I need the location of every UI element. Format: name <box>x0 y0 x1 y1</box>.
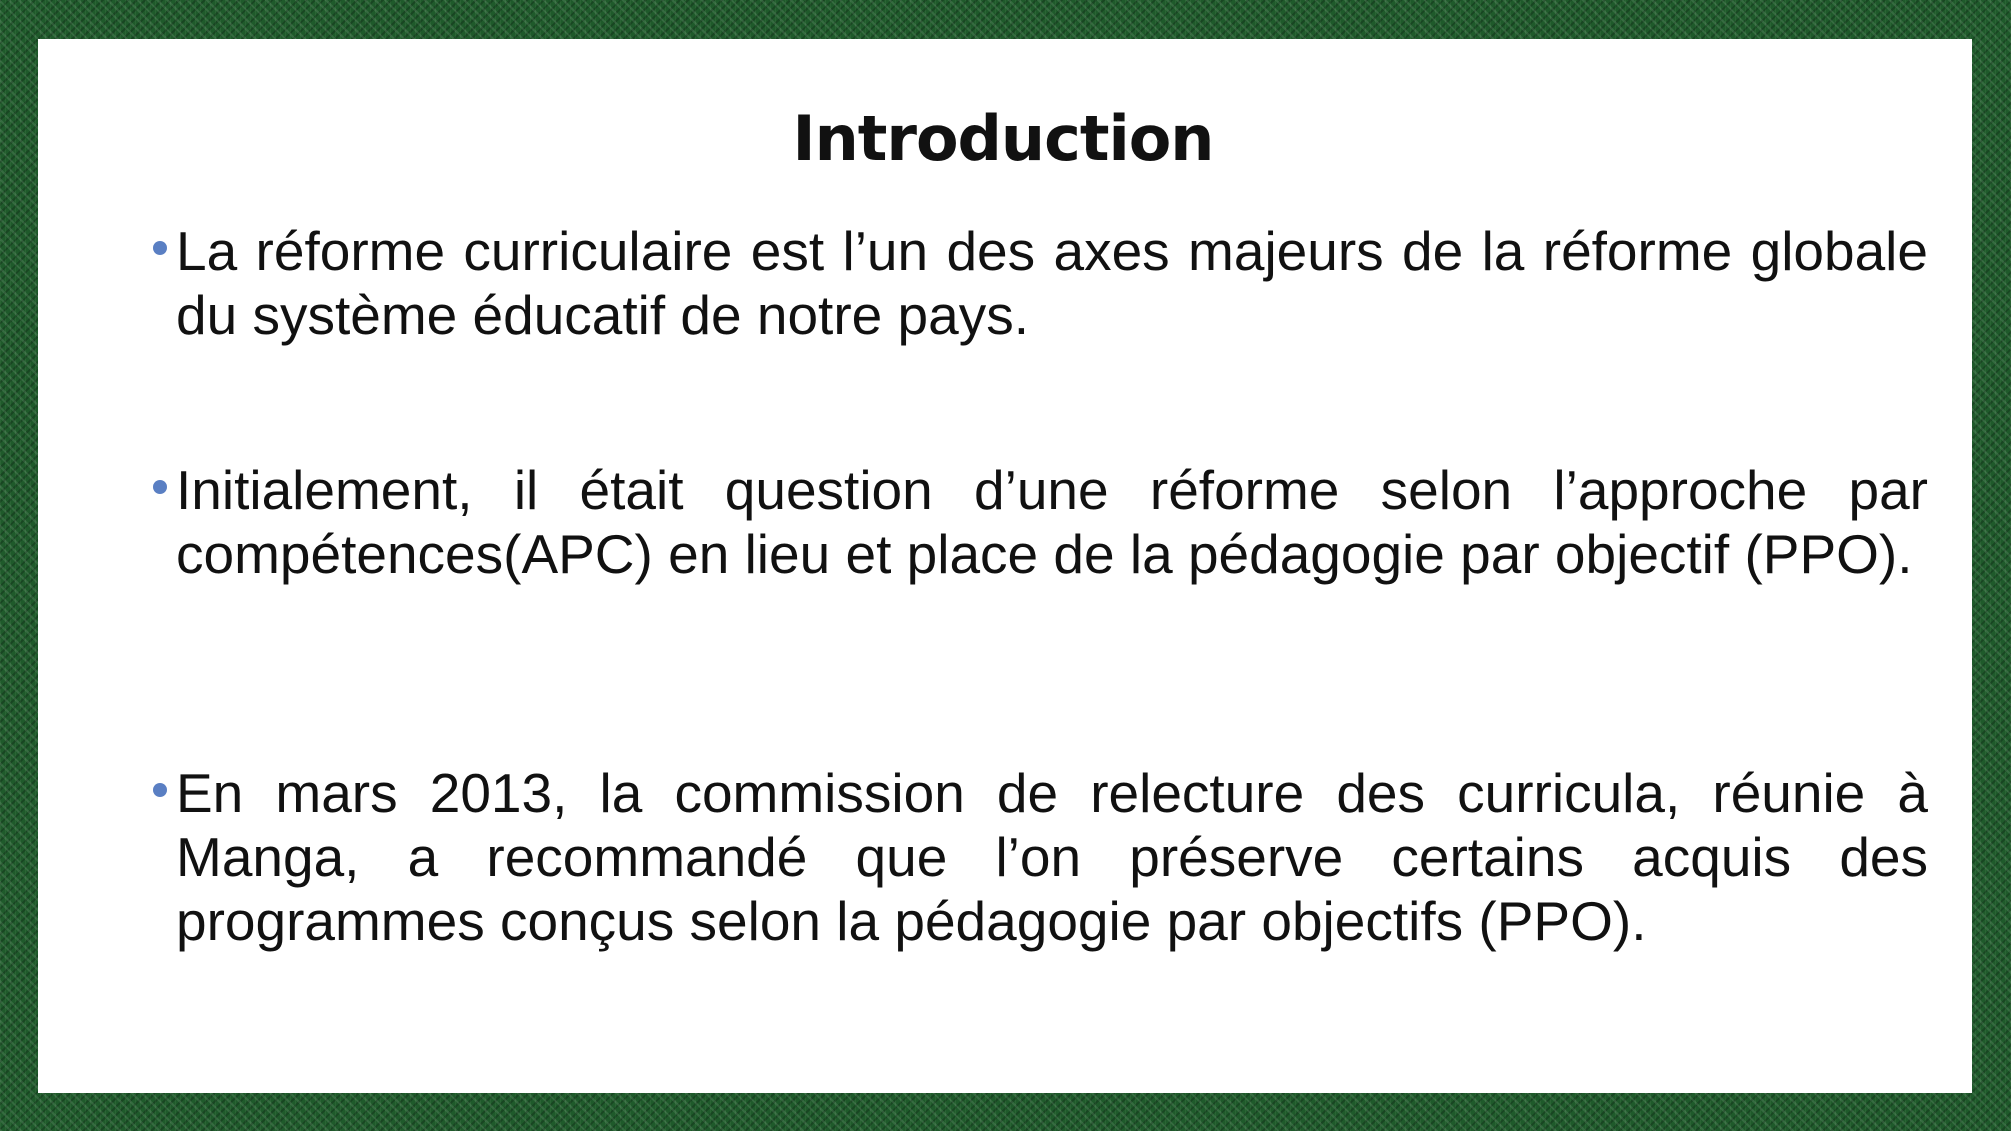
slide-title: Introduction <box>792 102 1214 175</box>
bullet-dot-icon <box>153 241 167 255</box>
bullet-text: Initialement, il était question d’une réforme selon l’approche par compétences(APC) en lieu et place de la pédagogie par objectif (PPO). <box>176 459 1928 585</box>
bullet-text: En mars 2013, la commission de relecture des curricula, réunie à Manga, a recommandé que l’on préserve certains acquis des programmes conçus selon la pédagogie par objectifs (PPO). <box>176 762 1928 952</box>
bullet-dot-icon <box>153 480 167 494</box>
bullet-dot-icon <box>153 783 167 797</box>
slide <box>38 39 1972 1093</box>
bullet-text: La réforme curriculaire est l’un des axes majeurs de la réforme globale du système éducatif de notre pays. <box>176 220 1928 346</box>
